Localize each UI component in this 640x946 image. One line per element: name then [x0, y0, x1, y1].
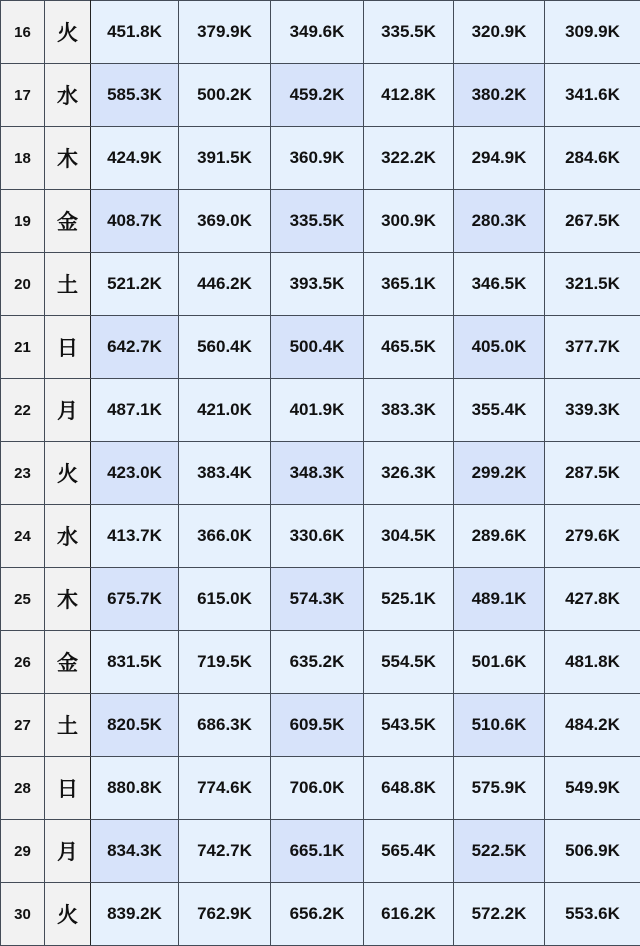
value-cell: 369.0K: [179, 190, 271, 253]
value-cell: 510.6K: [454, 694, 545, 757]
value-cell: 560.4K: [179, 316, 271, 379]
day-cell: 28: [1, 757, 45, 820]
weekday-cell: 水: [45, 505, 91, 568]
value-cell: 322.2K: [364, 127, 454, 190]
weekday-cell: 土: [45, 694, 91, 757]
day-cell: 29: [1, 820, 45, 883]
table-row: [1, 253, 640, 316]
weekday-cell: 火: [45, 883, 91, 946]
day-cell: 23: [1, 442, 45, 505]
value-cell: 451.8K: [91, 1, 179, 64]
value-cell: 585.3K: [91, 64, 179, 127]
value-cell: 575.9K: [454, 757, 545, 820]
value-cell: 366.0K: [179, 505, 271, 568]
value-cell: 289.6K: [454, 505, 545, 568]
weekday-cell: 火: [45, 1, 91, 64]
day-cell: 25: [1, 568, 45, 631]
day-cell: 21: [1, 316, 45, 379]
value-cell: 553.6K: [545, 883, 640, 946]
value-cell: 427.8K: [545, 568, 640, 631]
value-cell: 665.1K: [271, 820, 364, 883]
value-cell: 349.6K: [271, 1, 364, 64]
value-cell: 393.5K: [271, 253, 364, 316]
table-row: [1, 883, 640, 946]
weekday-cell: 木: [45, 568, 91, 631]
value-cell: 609.5K: [271, 694, 364, 757]
value-cell: 675.7K: [91, 568, 179, 631]
value-cell: 299.2K: [454, 442, 545, 505]
weekday-cell: 木: [45, 127, 91, 190]
value-cell: 348.3K: [271, 442, 364, 505]
value-cell: 383.3K: [364, 379, 454, 442]
weekday-cell: 金: [45, 631, 91, 694]
table-row: [1, 127, 640, 190]
value-cell: 656.2K: [271, 883, 364, 946]
value-cell: 762.9K: [179, 883, 271, 946]
value-cell: 481.8K: [545, 631, 640, 694]
value-cell: 391.5K: [179, 127, 271, 190]
value-cell: 487.1K: [91, 379, 179, 442]
table-row: [1, 505, 640, 568]
value-cell: 294.9K: [454, 127, 545, 190]
day-cell: 19: [1, 190, 45, 253]
value-cell: 521.2K: [91, 253, 179, 316]
value-cell: 615.0K: [179, 568, 271, 631]
value-cell: 412.8K: [364, 64, 454, 127]
value-cell: 446.2K: [179, 253, 271, 316]
value-cell: 284.6K: [545, 127, 640, 190]
value-cell: 320.9K: [454, 1, 545, 64]
value-cell: 335.5K: [364, 1, 454, 64]
day-cell: 16: [1, 1, 45, 64]
value-cell: 365.1K: [364, 253, 454, 316]
value-cell: 339.3K: [545, 379, 640, 442]
value-cell: 574.3K: [271, 568, 364, 631]
table-row: [1, 190, 640, 253]
value-cell: 880.8K: [91, 757, 179, 820]
table-row: [1, 379, 640, 442]
table-row: [1, 316, 640, 379]
value-cell: 424.9K: [91, 127, 179, 190]
table-row: [1, 1, 640, 64]
value-cell: 484.2K: [545, 694, 640, 757]
value-cell: 360.9K: [271, 127, 364, 190]
value-cell: 326.3K: [364, 442, 454, 505]
value-cell: 506.9K: [545, 820, 640, 883]
value-cell: 616.2K: [364, 883, 454, 946]
value-cell: 500.4K: [271, 316, 364, 379]
value-cell: 831.5K: [91, 631, 179, 694]
value-cell: 380.2K: [454, 64, 545, 127]
value-cell: 346.5K: [454, 253, 545, 316]
value-cell: 522.5K: [454, 820, 545, 883]
value-cell: 501.6K: [454, 631, 545, 694]
value-cell: 554.5K: [364, 631, 454, 694]
value-cell: 642.7K: [91, 316, 179, 379]
value-cell: 572.2K: [454, 883, 545, 946]
value-cell: 279.6K: [545, 505, 640, 568]
value-cell: 686.3K: [179, 694, 271, 757]
value-cell: 335.5K: [271, 190, 364, 253]
value-cell: 341.6K: [545, 64, 640, 127]
day-cell: 27: [1, 694, 45, 757]
table-row: [1, 631, 640, 694]
value-cell: 383.4K: [179, 442, 271, 505]
value-cell: 423.0K: [91, 442, 179, 505]
value-cell: 287.5K: [545, 442, 640, 505]
weekday-cell: 月: [45, 379, 91, 442]
day-cell: 22: [1, 379, 45, 442]
value-cell: 565.4K: [364, 820, 454, 883]
weekday-cell: 土: [45, 253, 91, 316]
weekday-cell: 水: [45, 64, 91, 127]
value-cell: 401.9K: [271, 379, 364, 442]
value-cell: 405.0K: [454, 316, 545, 379]
weekday-cell: 日: [45, 757, 91, 820]
value-cell: 379.9K: [179, 1, 271, 64]
value-cell: 742.7K: [179, 820, 271, 883]
value-cell: 267.5K: [545, 190, 640, 253]
value-cell: 525.1K: [364, 568, 454, 631]
day-cell: 26: [1, 631, 45, 694]
value-cell: 549.9K: [545, 757, 640, 820]
value-cell: 304.5K: [364, 505, 454, 568]
value-cell: 839.2K: [91, 883, 179, 946]
table-row: [1, 757, 640, 820]
value-cell: 489.1K: [454, 568, 545, 631]
value-cell: 309.9K: [545, 1, 640, 64]
day-cell: 17: [1, 64, 45, 127]
value-cell: 408.7K: [91, 190, 179, 253]
value-cell: 820.5K: [91, 694, 179, 757]
value-cell: 706.0K: [271, 757, 364, 820]
table-row: [1, 568, 640, 631]
value-cell: 834.3K: [91, 820, 179, 883]
table-row: [1, 820, 640, 883]
weekday-cell: 火: [45, 442, 91, 505]
value-cell: 413.7K: [91, 505, 179, 568]
day-cell: 24: [1, 505, 45, 568]
value-cell: 321.5K: [545, 253, 640, 316]
value-cell: 719.5K: [179, 631, 271, 694]
value-cell: 280.3K: [454, 190, 545, 253]
value-cell: 300.9K: [364, 190, 454, 253]
table-row: [1, 442, 640, 505]
value-cell: 635.2K: [271, 631, 364, 694]
day-cell: 30: [1, 883, 45, 946]
value-cell: 648.8K: [364, 757, 454, 820]
value-cell: 500.2K: [179, 64, 271, 127]
value-cell: 355.4K: [454, 379, 545, 442]
value-cell: 543.5K: [364, 694, 454, 757]
weekday-cell: 月: [45, 820, 91, 883]
table-row: [1, 694, 640, 757]
weekday-cell: 日: [45, 316, 91, 379]
table-row: [1, 64, 640, 127]
value-cell: 330.6K: [271, 505, 364, 568]
day-cell: 20: [1, 253, 45, 316]
day-cell: 18: [1, 127, 45, 190]
value-cell: 774.6K: [179, 757, 271, 820]
value-cell: 465.5K: [364, 316, 454, 379]
weekday-cell: 金: [45, 190, 91, 253]
table-body: [1, 1, 640, 946]
value-cell: 459.2K: [271, 64, 364, 127]
value-cell: 377.7K: [545, 316, 640, 379]
value-cell: 421.0K: [179, 379, 271, 442]
